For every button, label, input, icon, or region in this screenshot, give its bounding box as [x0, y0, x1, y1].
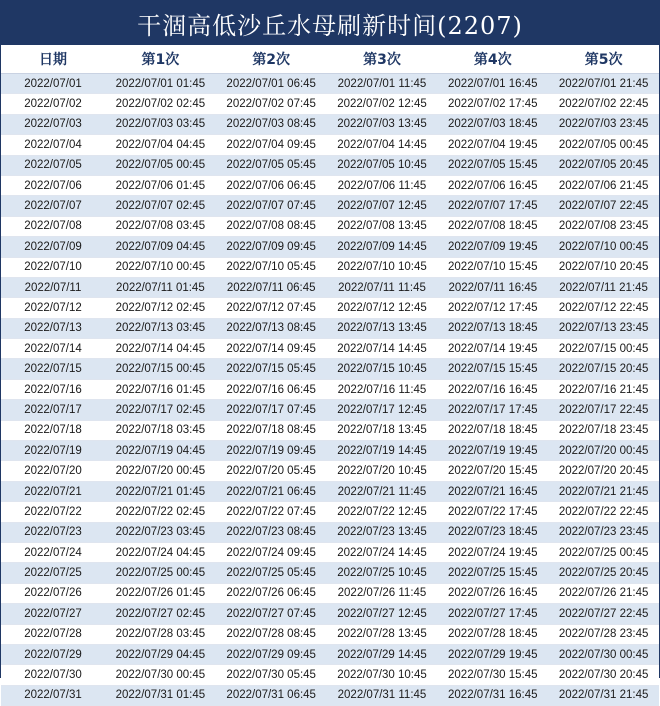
- refresh-time-cell: 2022/07/16 21:45: [548, 379, 659, 399]
- refresh-time-cell: 2022/07/08 03:45: [105, 216, 216, 236]
- refresh-time-cell: 2022/07/10 05:45: [216, 257, 327, 277]
- refresh-time-cell: 2022/07/12 17:45: [437, 298, 548, 318]
- refresh-time-cell: 2022/07/21 01:45: [105, 481, 216, 501]
- refresh-time-cell: 2022/07/19 04:45: [105, 441, 216, 461]
- date-cell: 2022/07/29: [1, 644, 105, 664]
- refresh-time-table: [1, 45, 659, 706]
- table-row: [1, 583, 659, 603]
- refresh-time-cell: 2022/07/26 21:45: [548, 583, 659, 603]
- refresh-time-cell: 2022/07/28 08:45: [216, 624, 327, 644]
- table-row: [1, 604, 659, 624]
- refresh-time-cell: 2022/07/31 21:45: [548, 685, 659, 705]
- date-cell: 2022/07/01: [1, 74, 105, 94]
- refresh-time-cell: 2022/07/24 04:45: [105, 542, 216, 562]
- refresh-time-cell: 2022/07/29 19:45: [437, 644, 548, 664]
- table-row: [1, 420, 659, 440]
- refresh-time-cell: 2022/07/20 10:45: [327, 461, 438, 481]
- table-row: [1, 359, 659, 379]
- date-cell: 2022/07/21: [1, 481, 105, 501]
- refresh-time-cell: 2022/07/21 06:45: [216, 481, 327, 501]
- refresh-time-cell: 2022/07/08 23:45: [548, 216, 659, 236]
- refresh-time-cell: 2022/07/12 02:45: [105, 298, 216, 318]
- refresh-time-cell: 2022/07/01 21:45: [548, 74, 659, 94]
- refresh-time-cell: 2022/07/17 07:45: [216, 400, 327, 420]
- column-header-4: 第4次: [437, 45, 548, 74]
- refresh-time-cell: 2022/07/01 06:45: [216, 74, 327, 94]
- refresh-time-cell: 2022/07/22 12:45: [327, 502, 438, 522]
- date-cell: 2022/07/26: [1, 583, 105, 603]
- refresh-time-cell: 2022/07/11 01:45: [105, 277, 216, 297]
- table-row: [1, 481, 659, 501]
- table-body: [1, 74, 659, 706]
- refresh-time-cell: 2022/07/05 15:45: [437, 155, 548, 175]
- refresh-time-cell: 2022/07/25 20:45: [548, 563, 659, 583]
- refresh-time-cell: 2022/07/14 04:45: [105, 339, 216, 359]
- refresh-time-cell: 2022/07/03 23:45: [548, 114, 659, 134]
- refresh-time-cell: 2022/07/13 03:45: [105, 318, 216, 338]
- refresh-time-cell: 2022/07/10 15:45: [437, 257, 548, 277]
- date-cell: 2022/07/07: [1, 196, 105, 216]
- refresh-time-cell: 2022/07/27 17:45: [437, 604, 548, 624]
- date-cell: 2022/07/14: [1, 339, 105, 359]
- refresh-time-cell: 2022/07/23 03:45: [105, 522, 216, 542]
- refresh-time-cell: 2022/07/20 05:45: [216, 461, 327, 481]
- table-row: [1, 318, 659, 338]
- date-cell: 2022/07/04: [1, 135, 105, 155]
- refresh-time-cell: 2022/07/25 00:45: [548, 542, 659, 562]
- refresh-time-cell: 2022/07/07 12:45: [327, 196, 438, 216]
- refresh-time-cell: 2022/07/30 00:45: [548, 644, 659, 664]
- table-row: [1, 685, 659, 705]
- table-row: [1, 114, 659, 134]
- refresh-time-cell: 2022/07/17 17:45: [437, 400, 548, 420]
- refresh-time-cell: 2022/07/15 20:45: [548, 359, 659, 379]
- refresh-time-cell: 2022/07/01 01:45: [105, 74, 216, 94]
- refresh-time-cell: 2022/07/11 11:45: [327, 277, 438, 297]
- refresh-time-cell: 2022/07/31 01:45: [105, 685, 216, 705]
- refresh-time-cell: 2022/07/02 02:45: [105, 94, 216, 114]
- refresh-time-cell: 2022/07/20 00:45: [548, 441, 659, 461]
- date-cell: 2022/07/15: [1, 359, 105, 379]
- table-row: [1, 216, 659, 236]
- refresh-time-cell: 2022/07/14 19:45: [437, 339, 548, 359]
- table-row: [1, 400, 659, 420]
- refresh-time-cell: 2022/07/16 01:45: [105, 379, 216, 399]
- table-row: [1, 339, 659, 359]
- date-cell: 2022/07/16: [1, 379, 105, 399]
- refresh-time-cell: 2022/07/29 14:45: [327, 644, 438, 664]
- date-cell: 2022/07/09: [1, 237, 105, 257]
- date-cell: 2022/07/22: [1, 502, 105, 522]
- refresh-time-cell: 2022/07/15 05:45: [216, 359, 327, 379]
- refresh-time-cell: 2022/07/05 20:45: [548, 155, 659, 175]
- column-header-5: 第5次: [548, 45, 659, 74]
- refresh-time-cell: 2022/07/23 13:45: [327, 522, 438, 542]
- refresh-time-cell: 2022/07/28 23:45: [548, 624, 659, 644]
- refresh-time-cell: 2022/07/06 21:45: [548, 175, 659, 195]
- refresh-time-cell: 2022/07/22 07:45: [216, 502, 327, 522]
- refresh-time-cell: 2022/07/19 09:45: [216, 441, 327, 461]
- refresh-time-cell: 2022/07/12 07:45: [216, 298, 327, 318]
- refresh-time-cell: 2022/07/13 08:45: [216, 318, 327, 338]
- refresh-time-cell: 2022/07/11 06:45: [216, 277, 327, 297]
- refresh-time-cell: 2022/07/12 12:45: [327, 298, 438, 318]
- refresh-time-cell: 2022/07/10 20:45: [548, 257, 659, 277]
- table-row: [1, 237, 659, 257]
- refresh-time-cell: 2022/07/18 08:45: [216, 420, 327, 440]
- refresh-time-cell: 2022/07/31 16:45: [437, 685, 548, 705]
- refresh-time-cell: 2022/07/24 19:45: [437, 542, 548, 562]
- refresh-time-cell: 2022/07/16 06:45: [216, 379, 327, 399]
- refresh-time-cell: 2022/07/28 18:45: [437, 624, 548, 644]
- refresh-time-cell: 2022/07/08 13:45: [327, 216, 438, 236]
- table-row: [1, 196, 659, 216]
- refresh-time-cell: 2022/07/14 09:45: [216, 339, 327, 359]
- refresh-time-cell: 2022/07/22 22:45: [548, 502, 659, 522]
- refresh-time-cell: 2022/07/31 11:45: [327, 685, 438, 705]
- refresh-time-cell: 2022/07/03 08:45: [216, 114, 327, 134]
- refresh-time-cell: 2022/07/28 03:45: [105, 624, 216, 644]
- refresh-time-cell: 2022/07/23 18:45: [437, 522, 548, 542]
- refresh-time-cell: 2022/07/30 15:45: [437, 665, 548, 685]
- refresh-time-cell: 2022/07/01 16:45: [437, 74, 548, 94]
- refresh-time-cell: 2022/07/03 18:45: [437, 114, 548, 134]
- refresh-time-cell: 2022/07/23 08:45: [216, 522, 327, 542]
- refresh-time-cell: 2022/07/05 05:45: [216, 155, 327, 175]
- refresh-time-cell: 2022/07/26 06:45: [216, 583, 327, 603]
- refresh-time-cell: 2022/07/20 00:45: [105, 461, 216, 481]
- refresh-time-cell: 2022/07/09 19:45: [437, 237, 548, 257]
- refresh-time-cell: 2022/07/07 22:45: [548, 196, 659, 216]
- date-cell: 2022/07/23: [1, 522, 105, 542]
- refresh-time-cell: 2022/07/11 16:45: [437, 277, 548, 297]
- refresh-time-cell: 2022/07/15 15:45: [437, 359, 548, 379]
- date-cell: 2022/07/13: [1, 318, 105, 338]
- page-title: 干涸高低沙丘水母刷新时间(2207): [1, 1, 659, 45]
- table-row: [1, 135, 659, 155]
- refresh-time-cell: 2022/07/23 23:45: [548, 522, 659, 542]
- refresh-time-cell: 2022/07/18 03:45: [105, 420, 216, 440]
- date-cell: 2022/07/27: [1, 604, 105, 624]
- refresh-time-cell: 2022/07/16 11:45: [327, 379, 438, 399]
- refresh-time-cell: 2022/07/15 10:45: [327, 359, 438, 379]
- refresh-time-cell: 2022/07/27 12:45: [327, 604, 438, 624]
- refresh-time-cell: 2022/07/15 00:45: [548, 339, 659, 359]
- date-cell: 2022/07/17: [1, 400, 105, 420]
- date-cell: 2022/07/18: [1, 420, 105, 440]
- refresh-time-cell: 2022/07/09 09:45: [216, 237, 327, 257]
- table-row: [1, 542, 659, 562]
- refresh-time-cell: 2022/07/04 19:45: [437, 135, 548, 155]
- refresh-time-cell: 2022/07/18 23:45: [548, 420, 659, 440]
- refresh-time-cell: 2022/07/07 07:45: [216, 196, 327, 216]
- date-cell: 2022/07/31: [1, 685, 105, 705]
- refresh-time-cell: 2022/07/25 15:45: [437, 563, 548, 583]
- date-cell: 2022/07/19: [1, 441, 105, 461]
- refresh-time-cell: 2022/07/25 00:45: [105, 563, 216, 583]
- date-cell: 2022/07/25: [1, 563, 105, 583]
- refresh-time-cell: 2022/07/07 17:45: [437, 196, 548, 216]
- date-cell: 2022/07/20: [1, 461, 105, 481]
- refresh-time-cell: 2022/07/26 01:45: [105, 583, 216, 603]
- column-header-3: 第3次: [327, 45, 438, 74]
- header-row: [1, 45, 659, 74]
- refresh-time-cell: 2022/07/10 00:45: [548, 237, 659, 257]
- refresh-time-cell: 2022/07/26 16:45: [437, 583, 548, 603]
- refresh-time-cell: 2022/07/30 20:45: [548, 665, 659, 685]
- refresh-time-cell: 2022/07/03 13:45: [327, 114, 438, 134]
- table-row: [1, 665, 659, 685]
- refresh-time-cell: 2022/07/20 20:45: [548, 461, 659, 481]
- table-row: [1, 644, 659, 664]
- table-row: [1, 175, 659, 195]
- refresh-time-cell: 2022/07/04 14:45: [327, 135, 438, 155]
- date-cell: 2022/07/28: [1, 624, 105, 644]
- refresh-time-cell: 2022/07/30 10:45: [327, 665, 438, 685]
- refresh-time-cell: 2022/07/27 07:45: [216, 604, 327, 624]
- refresh-time-cell: 2022/07/22 17:45: [437, 502, 548, 522]
- table-row: [1, 441, 659, 461]
- table-row: [1, 502, 659, 522]
- refresh-time-cell: 2022/07/02 22:45: [548, 94, 659, 114]
- date-cell: 2022/07/08: [1, 216, 105, 236]
- refresh-time-cell: 2022/07/10 00:45: [105, 257, 216, 277]
- refresh-time-cell: 2022/07/27 02:45: [105, 604, 216, 624]
- refresh-time-cell: 2022/07/13 23:45: [548, 318, 659, 338]
- refresh-time-cell: 2022/07/02 12:45: [327, 94, 438, 114]
- table-row: [1, 563, 659, 583]
- date-cell: 2022/07/03: [1, 114, 105, 134]
- refresh-time-cell: 2022/07/30 05:45: [216, 665, 327, 685]
- column-header-date: 日期: [1, 45, 105, 74]
- refresh-time-cell: 2022/07/19 14:45: [327, 441, 438, 461]
- refresh-time-cell: 2022/07/28 13:45: [327, 624, 438, 644]
- table-row: [1, 74, 659, 94]
- table-row: [1, 277, 659, 297]
- table-row: [1, 94, 659, 114]
- refresh-time-cell: 2022/07/31 06:45: [216, 685, 327, 705]
- refresh-time-cell: 2022/07/06 01:45: [105, 175, 216, 195]
- refresh-time-cell: 2022/07/17 02:45: [105, 400, 216, 420]
- table-row: [1, 379, 659, 399]
- refresh-time-cell: 2022/07/21 16:45: [437, 481, 548, 501]
- refresh-time-cell: 2022/07/15 00:45: [105, 359, 216, 379]
- refresh-time-cell: 2022/07/16 16:45: [437, 379, 548, 399]
- column-header-1: 第1次: [105, 45, 216, 74]
- refresh-time-cell: 2022/07/18 18:45: [437, 420, 548, 440]
- refresh-time-cell: 2022/07/30 00:45: [105, 665, 216, 685]
- refresh-time-cell: 2022/07/24 09:45: [216, 542, 327, 562]
- table-row: [1, 257, 659, 277]
- refresh-time-cell: 2022/07/29 04:45: [105, 644, 216, 664]
- refresh-time-cell: 2022/07/19 19:45: [437, 441, 548, 461]
- table-row: [1, 522, 659, 542]
- refresh-time-cell: 2022/07/13 18:45: [437, 318, 548, 338]
- date-cell: 2022/07/11: [1, 277, 105, 297]
- date-cell: 2022/07/05: [1, 155, 105, 175]
- refresh-time-cell: 2022/07/09 14:45: [327, 237, 438, 257]
- date-cell: 2022/07/10: [1, 257, 105, 277]
- date-cell: 2022/07/24: [1, 542, 105, 562]
- table-row: [1, 298, 659, 318]
- table-row: [1, 624, 659, 644]
- refresh-time-cell: 2022/07/26 11:45: [327, 583, 438, 603]
- refresh-time-cell: 2022/07/13 13:45: [327, 318, 438, 338]
- refresh-time-cell: 2022/07/25 10:45: [327, 563, 438, 583]
- refresh-time-cell: 2022/07/06 06:45: [216, 175, 327, 195]
- refresh-time-cell: 2022/07/17 12:45: [327, 400, 438, 420]
- refresh-time-cell: 2022/07/04 04:45: [105, 135, 216, 155]
- refresh-time-cell: 2022/07/14 14:45: [327, 339, 438, 359]
- date-cell: 2022/07/02: [1, 94, 105, 114]
- refresh-time-cell: 2022/07/03 03:45: [105, 114, 216, 134]
- refresh-time-cell: 2022/07/18 13:45: [327, 420, 438, 440]
- refresh-time-cell: 2022/07/25 05:45: [216, 563, 327, 583]
- table-row: [1, 155, 659, 175]
- refresh-time-cell: 2022/07/22 02:45: [105, 502, 216, 522]
- refresh-time-cell: 2022/07/10 10:45: [327, 257, 438, 277]
- refresh-time-cell: 2022/07/05 00:45: [105, 155, 216, 175]
- refresh-time-cell: 2022/07/04 09:45: [216, 135, 327, 155]
- refresh-time-cell: 2022/07/21 11:45: [327, 481, 438, 501]
- refresh-time-cell: 2022/07/02 17:45: [437, 94, 548, 114]
- refresh-time-cell: 2022/07/21 21:45: [548, 481, 659, 501]
- refresh-time-cell: 2022/07/07 02:45: [105, 196, 216, 216]
- refresh-time-cell: 2022/07/20 15:45: [437, 461, 548, 481]
- refresh-time-cell: 2022/07/08 08:45: [216, 216, 327, 236]
- date-cell: 2022/07/12: [1, 298, 105, 318]
- refresh-time-cell: 2022/07/06 11:45: [327, 175, 438, 195]
- refresh-time-cell: 2022/07/27 22:45: [548, 604, 659, 624]
- refresh-time-cell: 2022/07/05 00:45: [548, 135, 659, 155]
- refresh-time-cell: 2022/07/11 21:45: [548, 277, 659, 297]
- date-cell: 2022/07/06: [1, 175, 105, 195]
- refresh-time-cell: 2022/07/02 07:45: [216, 94, 327, 114]
- table-row: [1, 461, 659, 481]
- refresh-time-cell: 2022/07/29 09:45: [216, 644, 327, 664]
- refresh-time-cell: 2022/07/17 22:45: [548, 400, 659, 420]
- column-header-2: 第2次: [216, 45, 327, 74]
- refresh-time-cell: 2022/07/01 11:45: [327, 74, 438, 94]
- refresh-time-cell: 2022/07/24 14:45: [327, 542, 438, 562]
- date-cell: 2022/07/30: [1, 665, 105, 685]
- refresh-time-cell: 2022/07/12 22:45: [548, 298, 659, 318]
- refresh-time-cell: 2022/07/05 10:45: [327, 155, 438, 175]
- refresh-time-cell: 2022/07/08 18:45: [437, 216, 548, 236]
- refresh-time-cell: 2022/07/09 04:45: [105, 237, 216, 257]
- refresh-time-cell: 2022/07/06 16:45: [437, 175, 548, 195]
